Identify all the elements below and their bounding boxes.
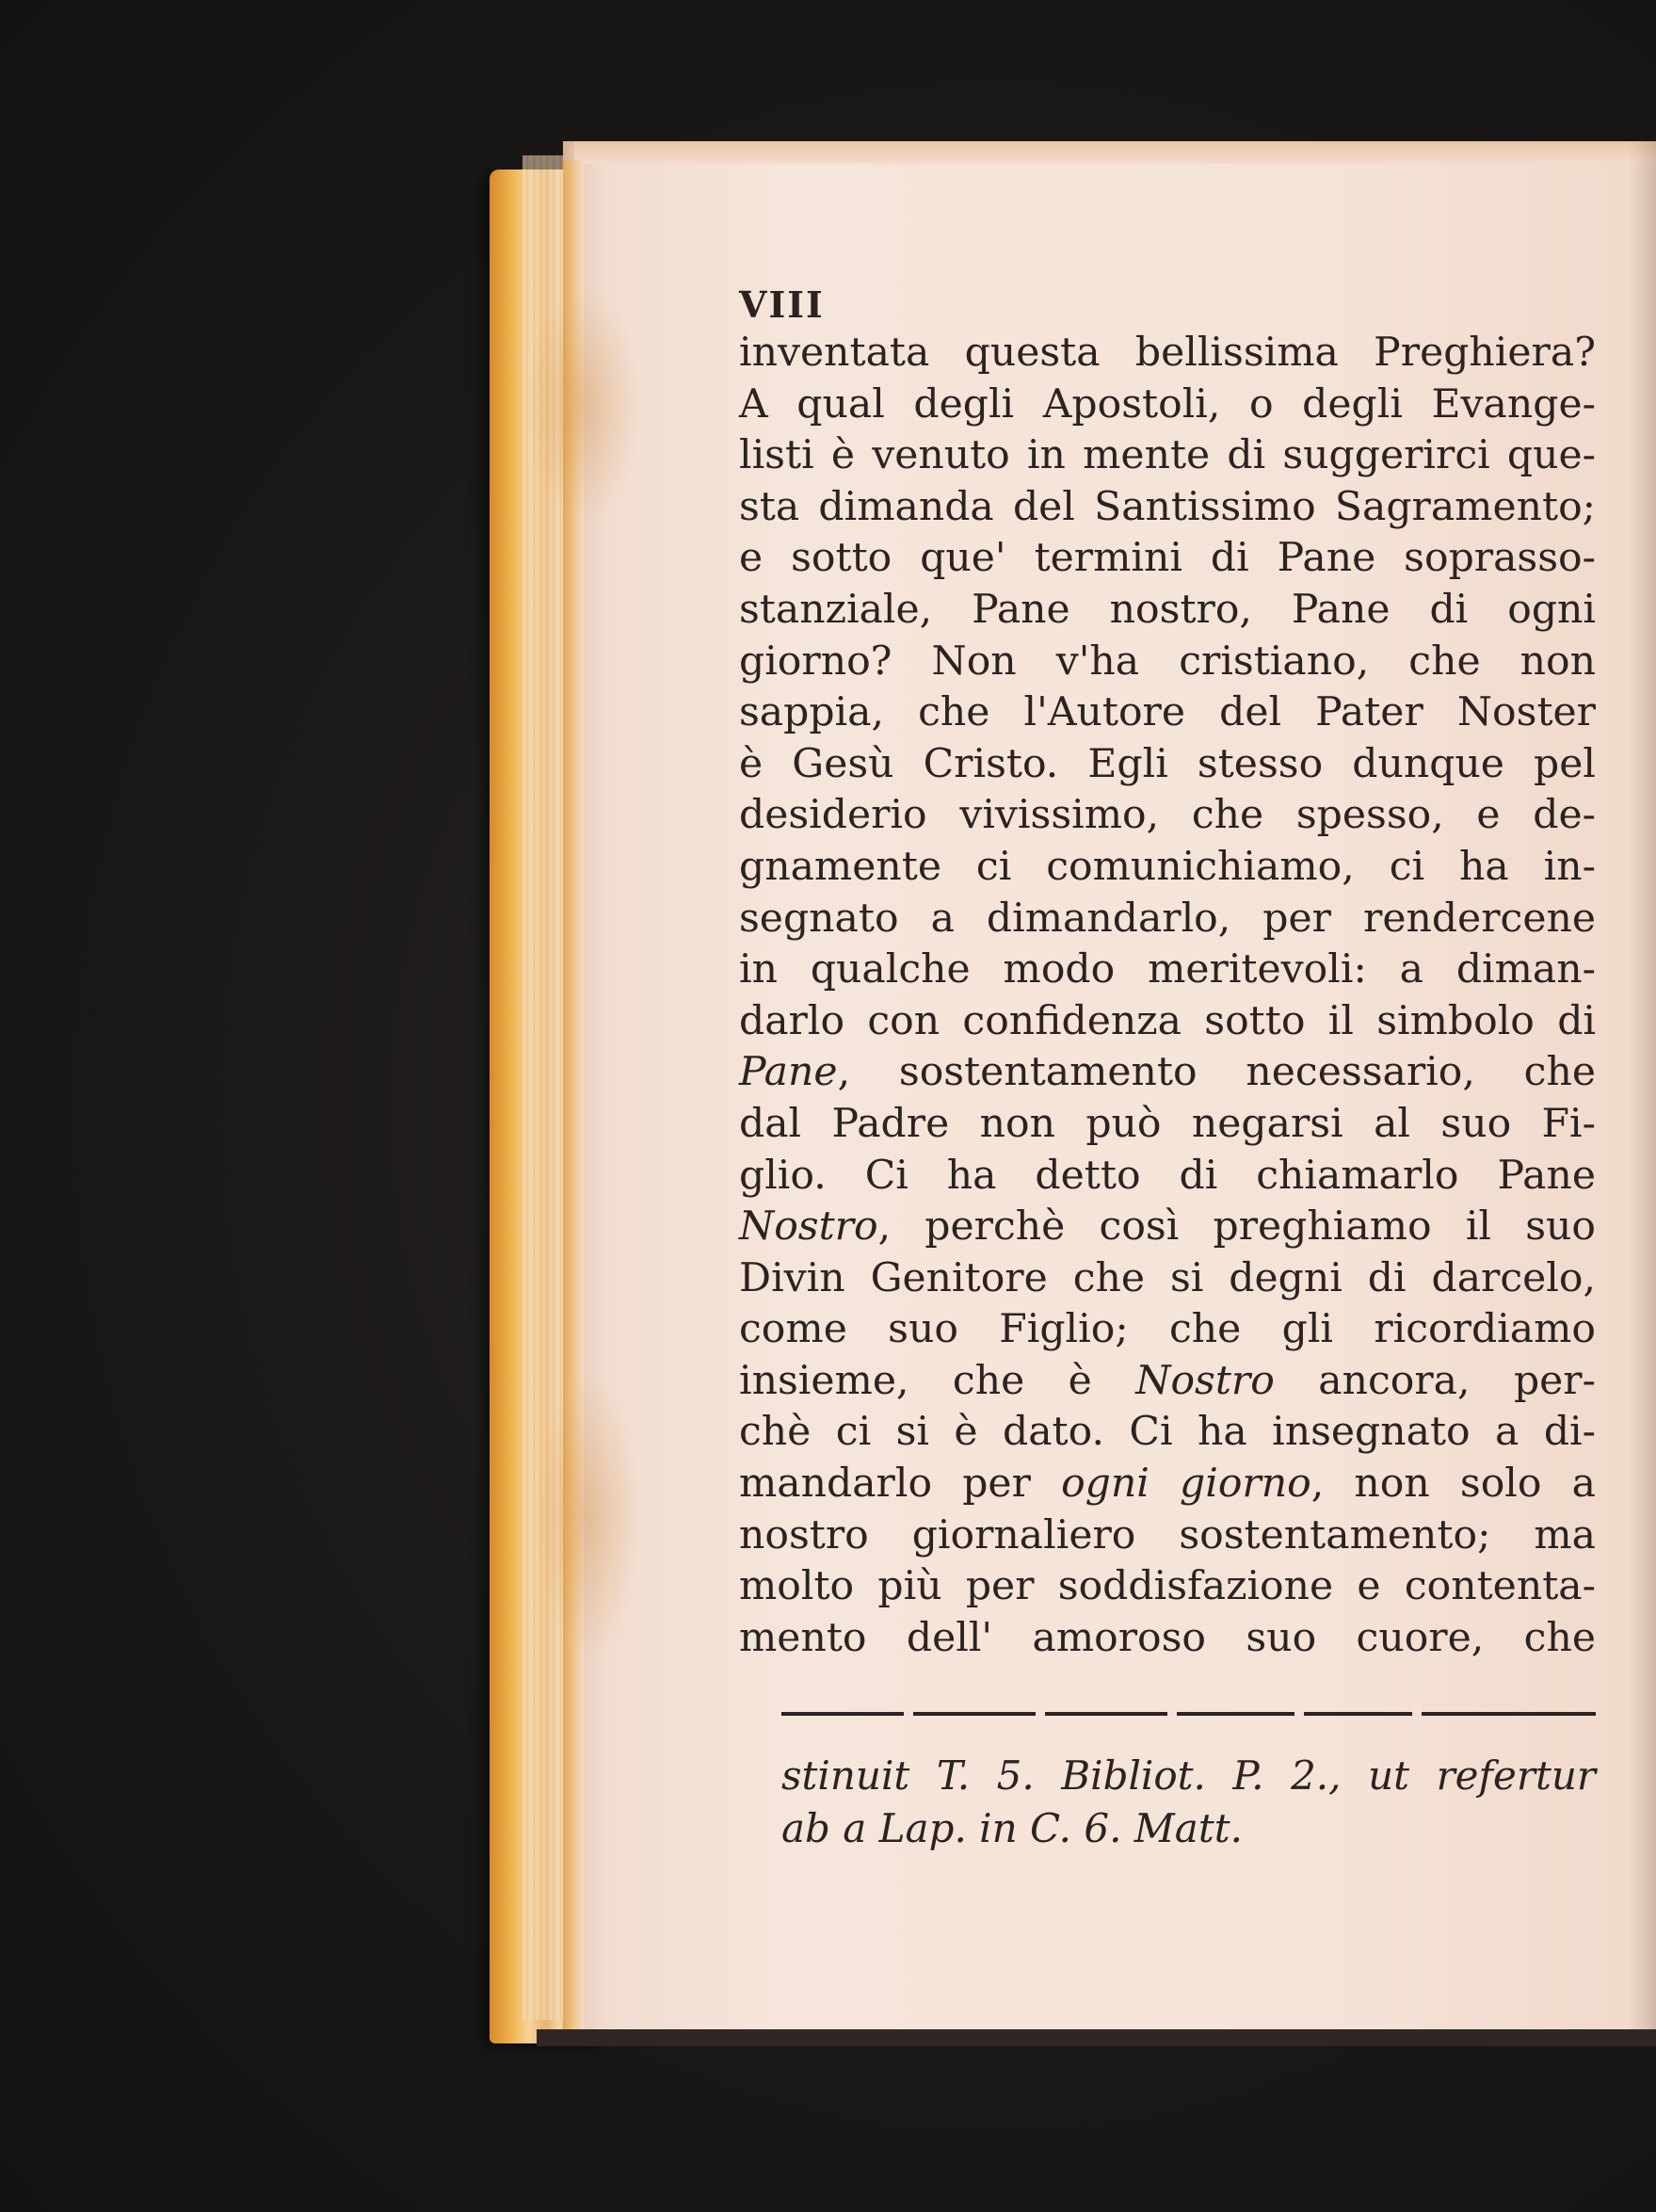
rule-gap xyxy=(1167,1706,1177,1720)
text-line: molto più per soddisfazione e contenta- xyxy=(739,1563,1596,1610)
text-line: e sotto que' termini di Pane soprasso- xyxy=(739,535,1596,582)
text-line: darlo con confidenza sotto il simbolo di xyxy=(739,997,1596,1044)
text-line xyxy=(739,1356,1596,1408)
line-text: mandarlo per xyxy=(739,1461,1062,1508)
text-line: stanziale, Pane nostro, Pane di ogni xyxy=(739,586,1596,633)
text-line: sappia, che l'Autore del Pater Noster xyxy=(739,689,1596,736)
line-text: , sostentamento necessario, che xyxy=(837,1049,1596,1096)
text-line: A qual degli Apostoli, o degli Evange- xyxy=(739,380,1596,428)
line-text: , non solo a xyxy=(1310,1461,1596,1508)
text-line: dal Padre non può negarsi al suo Fi- xyxy=(739,1100,1596,1147)
text-line: giorno? Non v'ha cristiano, che non xyxy=(739,638,1596,685)
footnote-line: stinuit T. 5. Bibliot. P. 2., ut refertur xyxy=(781,1752,1596,1799)
rule-gap xyxy=(904,1706,913,1720)
text-line: listi è venuto in mente di suggerirci que- xyxy=(739,432,1596,479)
line-text: insieme, che è xyxy=(739,1357,1136,1404)
text-line: glio. Ci ha detto di chiamarlo Pane xyxy=(739,1152,1596,1199)
line-text: , perchè così preghiamo il suo xyxy=(877,1203,1596,1251)
footnote-line: ab a Lap. in C. 6. Matt. xyxy=(781,1805,1243,1851)
page-text xyxy=(739,283,1596,1664)
italic-word: Nostro xyxy=(1135,1357,1275,1404)
text-line: gnamente ci comunichiamo, ci ha in- xyxy=(739,843,1596,890)
rule-gap xyxy=(1294,1706,1304,1720)
text-line: in qualche modo meritevoli: a diman- xyxy=(739,946,1596,993)
text-line: sta dimanda del Santissimo Sagramento; xyxy=(739,483,1596,530)
text-line xyxy=(739,1202,1596,1253)
page-top-edge xyxy=(574,141,1656,164)
text-line: mento dell' amoroso suo cuore, che xyxy=(739,1614,1596,1661)
italic-word: ogni giorno xyxy=(1061,1461,1311,1508)
page-right-shadow xyxy=(1629,141,1656,2043)
rule-gap xyxy=(1412,1706,1422,1720)
text-line: segnato a dimandarlo, per rendercene xyxy=(739,895,1596,942)
page-number: VIII xyxy=(739,283,825,326)
rule-gap xyxy=(1036,1706,1045,1720)
text-line: come suo Figlio; che gli ricordiamo xyxy=(739,1306,1596,1353)
text-line: inventata questa bellissima Preghiera? xyxy=(739,330,1596,376)
text-line: Divin Genitore che si degni di darcelo, xyxy=(739,1254,1596,1301)
foxing-stain xyxy=(527,283,640,527)
text-line: nostro giornaliero sostentamento; ma xyxy=(739,1511,1596,1558)
text-line: è Gesù Cristo. Egli stesso dunque pel xyxy=(739,740,1596,787)
text-line: desiderio vivissimo, che spesso, e de- xyxy=(739,792,1596,839)
line-text: ancora, per- xyxy=(1274,1357,1596,1404)
italic-word: Nostro xyxy=(739,1203,878,1251)
italic-word: Pane xyxy=(739,1049,838,1096)
foxing-stain xyxy=(537,1365,640,1667)
text-line xyxy=(739,1047,1596,1099)
text-line xyxy=(739,1459,1596,1510)
text-line: chè ci si è dato. Ci ha insegnato a di- xyxy=(739,1409,1596,1456)
page-bottom-edge xyxy=(537,2029,1656,2046)
footnote xyxy=(781,1750,1596,1855)
